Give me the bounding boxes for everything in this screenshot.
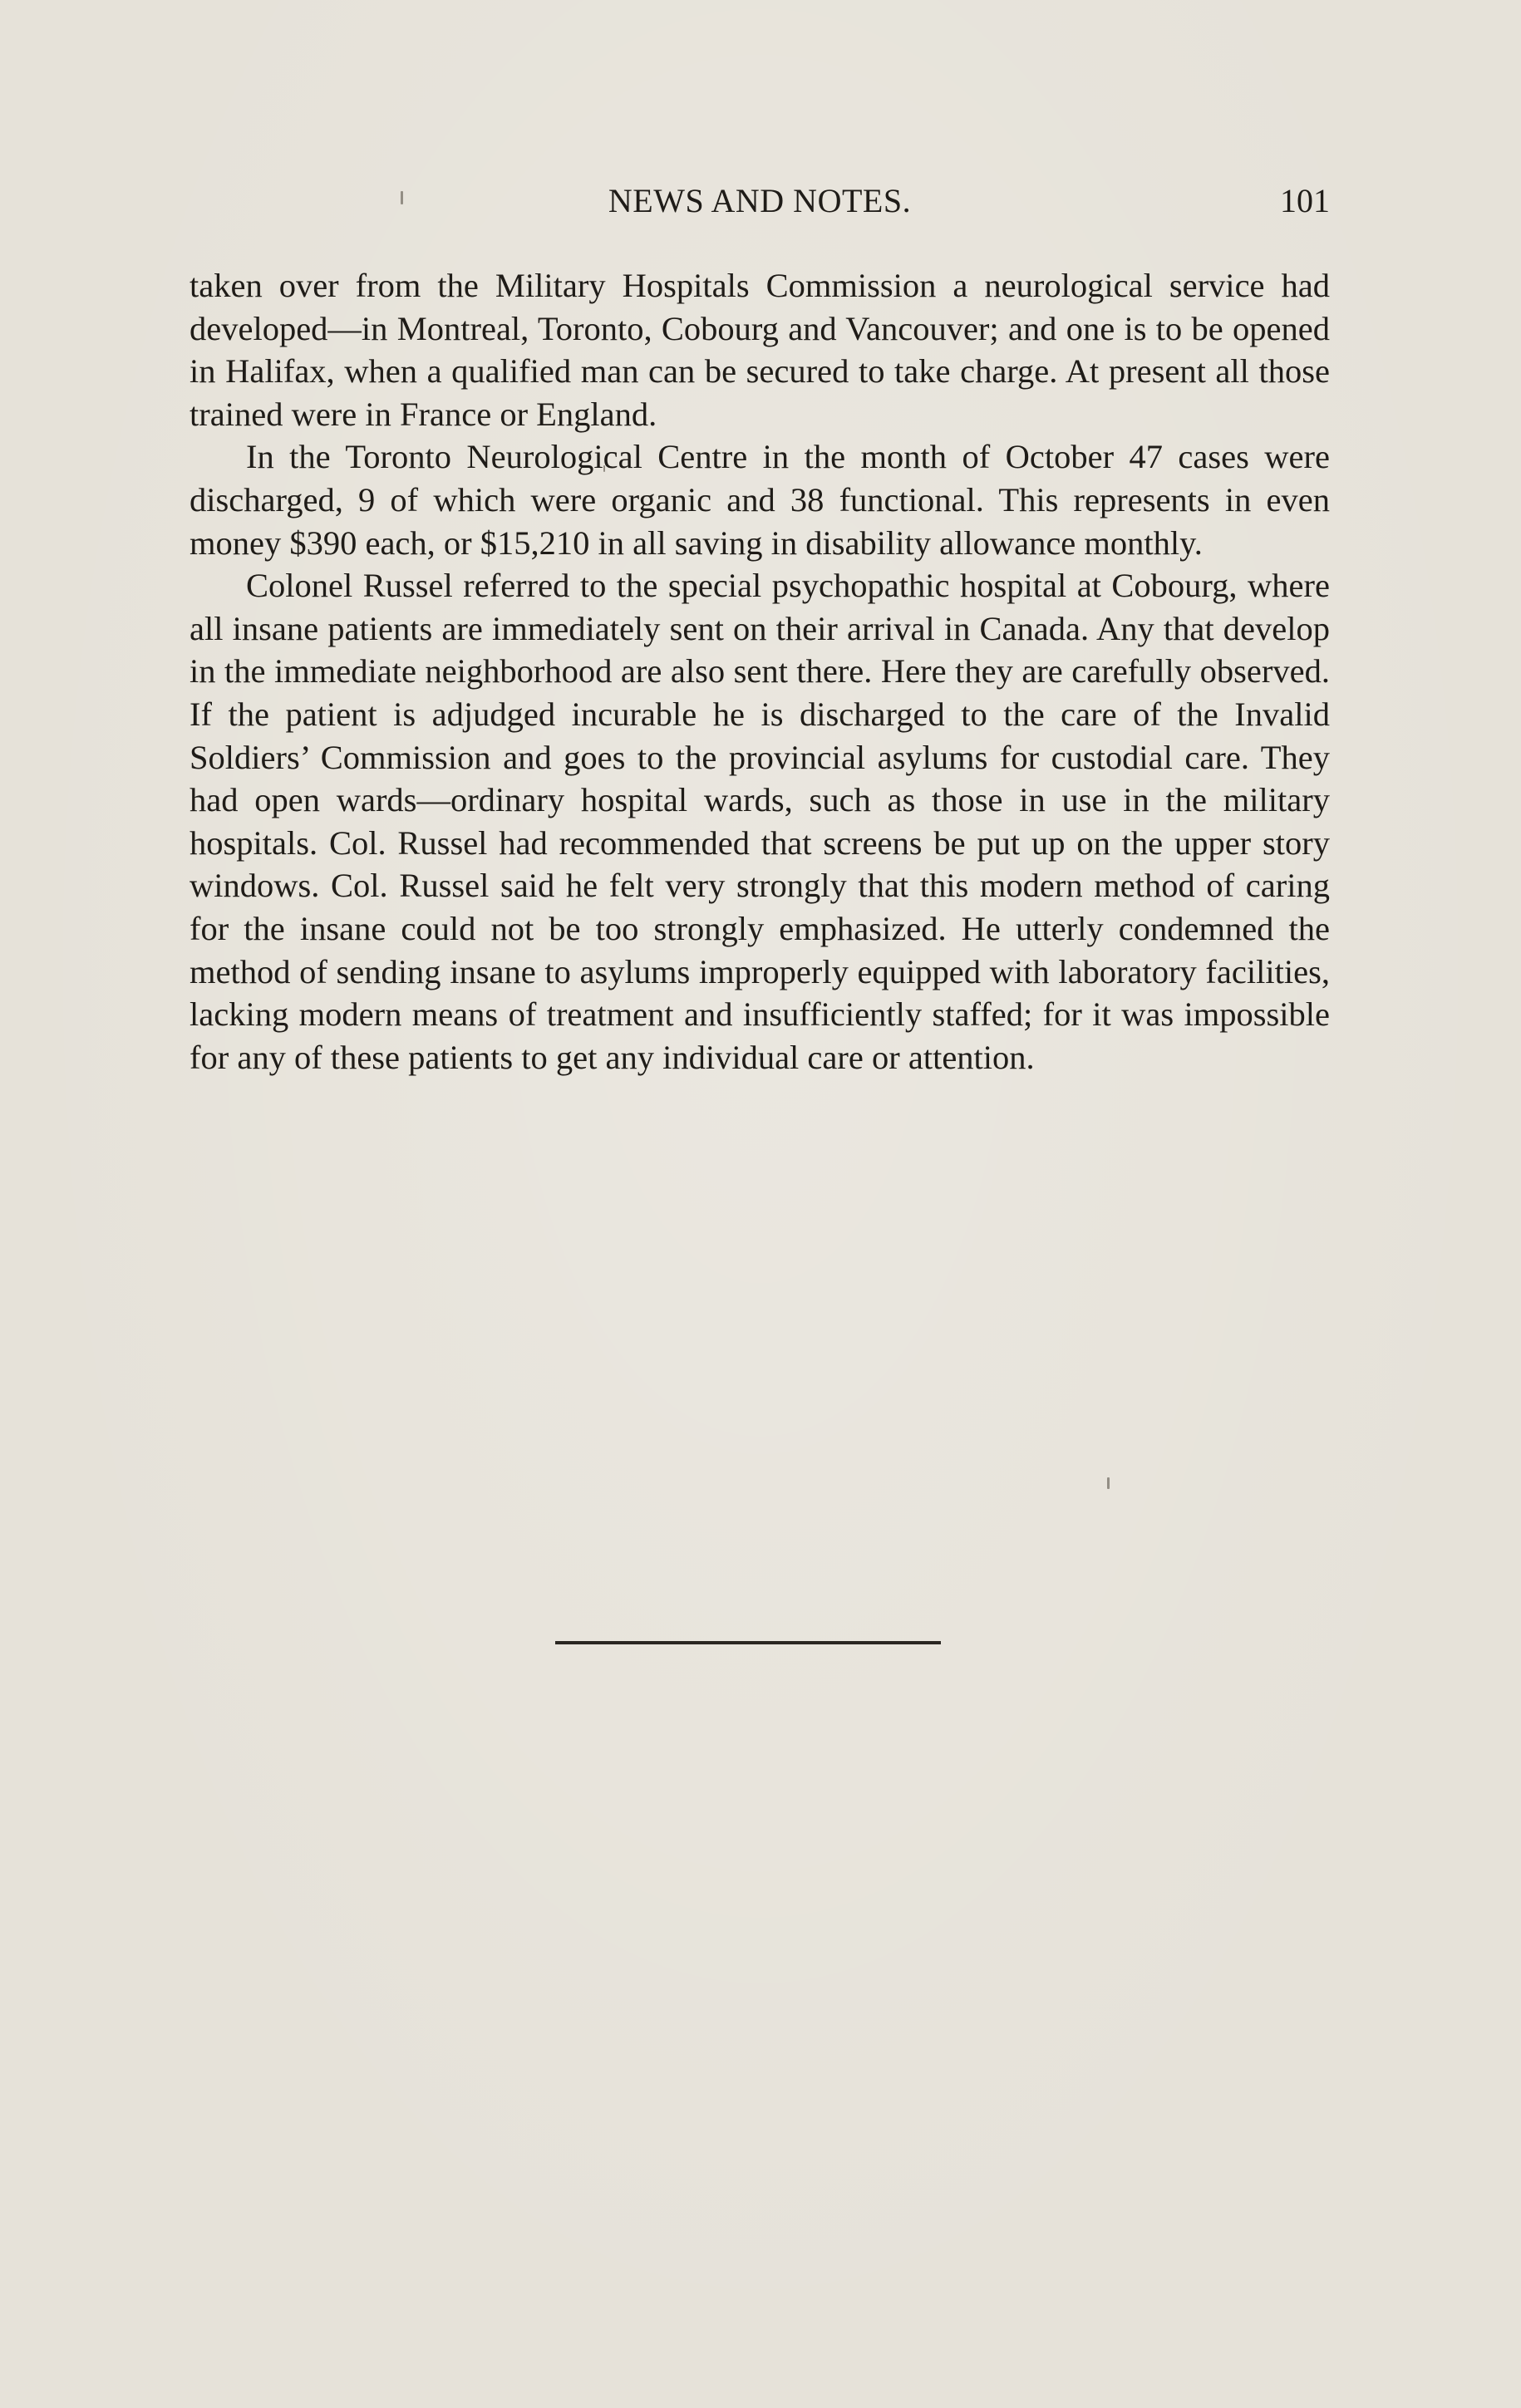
running-title: NEWS AND NOTES. [608,182,912,219]
paragraph-toronto-centre: In the Toronto Neurological Centre in the month of October 47 cases were discharged, 9 of which were organic and 38 functional. This represents in even money $390 each, or $15,210 in all saving in disability allowance monthly. [190,438,1330,562]
running-head [190,176,1330,226]
ink-speck [1107,1477,1110,1489]
paragraph-neurological-service: taken over from the Military Hospitals Commission a neurological service had developed—in Montreal, Toronto, Cobourg and Vancouver; and one is to be opened in Halifax, when a qualified man can be secured to take charge. At present all those trained were in France or England. [190,267,1330,433]
closing-rule [555,1641,941,1644]
page-number: 101 [1280,182,1330,219]
ink-speck [401,191,403,204]
paragraph-cobourg-hospital: Colonel Russel referred to the special psychopathic hospital at Cobourg, where all insane patients are immediately sent on their arrival in Canada. Any that develop in the immediate neighborhood are also sent there. Here they are carefully observed. If the patient is adjudged incurable he is discharged to the care of the Invalid Soldiers’ Commission and goes to the provincial asylums for custodial care. They had open wards—ordinary hospital wards, such as those in use in the military hospitals. Col. Russel had recommended that screens be put up on the upper story windows. Col. Russel said he felt very strongly that this modern method of caring for the insane could not be too strongly emphasized. He utterly condemned the method of sending insane to asylums improperly equipped with laboratory facilities, lacking modern means of treatment and insufficiently staffed; for it was impossible for any of these patients to get any individual care or attention. [190,567,1330,1076]
article-body [190,264,1330,1079]
